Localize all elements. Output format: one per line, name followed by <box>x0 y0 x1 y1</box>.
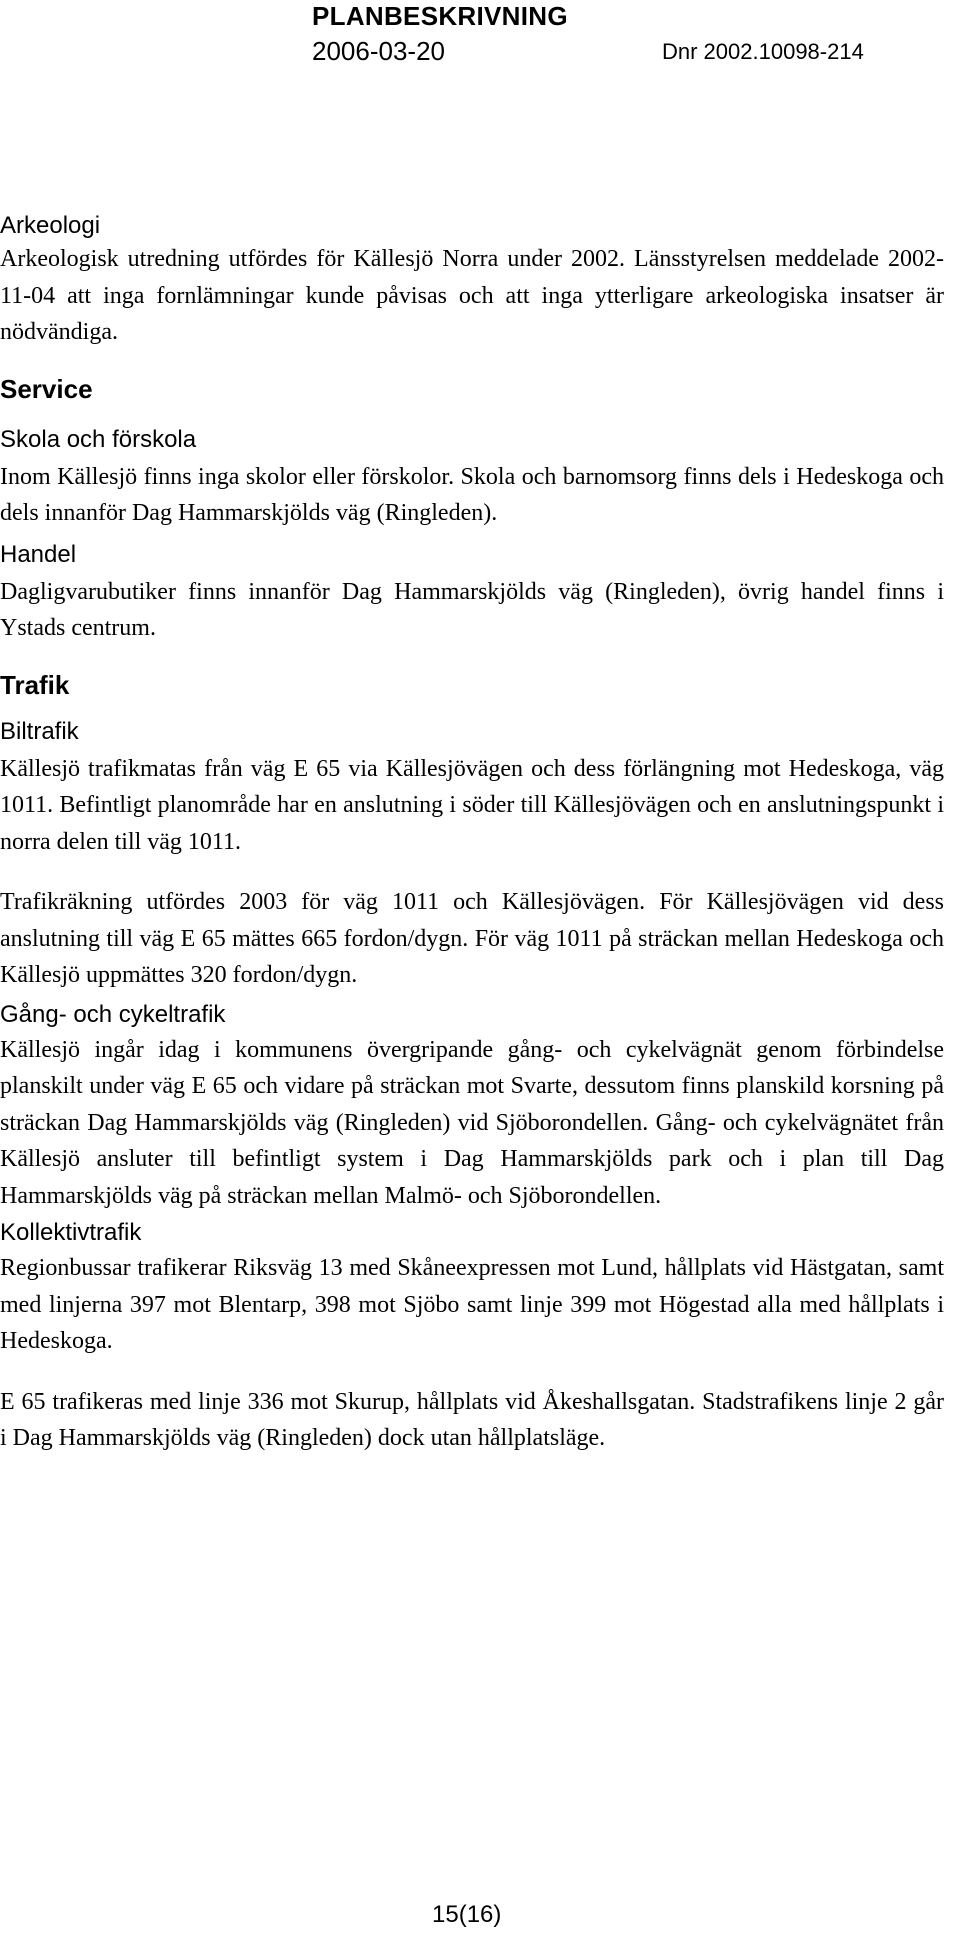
document-reference-number: Dnr 2002.10098-214 <box>662 39 864 64</box>
page-header <box>0 0 960 80</box>
subheading-biltrafik: Biltrafik <box>0 717 79 745</box>
paragraph-arkeologi: Arkeologisk utredning utfördes för Källesjö Norra under 2002. Länsstyrelsen meddelade 2002-11-04 att inga fornlämningar kunde påvisas och att inga ytterligare arkeologiska insatser är nödvändiga. <box>0 246 944 345</box>
subheading-skola: Skola och förskola <box>0 425 197 453</box>
paragraph-gang-och-cykeltrafik: Källesjö ingår idag i kommunens övergripande gång- och cykelvägnät genom förbindelse planskilt under väg E 65 och vidare på sträckan mot Svarte, dessutom finns planskild korsning på sträckan Dag Hammarskjölds väg (Ringleden) vid Sjöborondellen. Gång- och cykelvägnätet från Källesjö ansluter till befintligt system i Dag Hammarskjölds park och i plan till Dag Hammarskjölds väg på sträckan mellan Malmö- och Sjöborondellen. <box>0 1036 944 1209</box>
section-heading-arkeologi: Arkeologi <box>0 212 101 239</box>
subheading-kollektivtrafik: Kollektivtrafik <box>0 1219 142 1246</box>
page-number: 15(16) <box>432 1901 502 1928</box>
subheading-gang-och-cykeltrafik: Gång- och cykeltrafik <box>0 1000 226 1028</box>
paragraph-kollektivtrafik-1: Regionbussar trafikerar Riksväg 13 med Skåneexpressen mot Lund, hållplats vid Hästgatan, samt med linjerna 397 mot Blentarp, 398 mot Sjöbo samt linje 399 mot Högestad alla med hållplats i Hedeskoga. <box>0 1255 944 1354</box>
paragraph-biltrafik-1: Källesjö trafikmatas från väg E 65 via Källesjövägen och dess förlängning mot Hedeskoga, väg 1011. Befintligt planområde har en anslutning i söder till Källesjövägen och en anslutningspunkt i norra delen till väg 1011. <box>0 755 944 855</box>
paragraph-kollektivtrafik-2: E 65 trafikeras med linje 336 mot Skurup, hållplats vid Åkeshallsgatan. Stadstrafikens linje 2 går i Dag Hammarskjölds väg (Ringleden) dock utan hållplatsläge. <box>0 1388 944 1451</box>
document-date: 2006-03-20 <box>312 36 445 66</box>
section-heading-service: Service <box>0 373 93 404</box>
section-heading-trafik: Trafik <box>0 669 70 700</box>
document-title: PLANBESKRIVNING <box>312 1 568 31</box>
document-body <box>0 211 944 1457</box>
paragraph-biltrafik-2: Trafikräkning utfördes 2003 för väg 1011 och Källesjövägen. För Källesjövägen vid dess anslutning till väg E 65 mättes 665 fordon/dygn. För väg 1011 på sträckan mellan Hedeskoga och Källesjö uppmättes 320 fordon/dygn. <box>0 889 944 988</box>
paragraph-handel: Dagligvarubutiker finns innanför Dag Hammarskjölds väg (Ringleden), övrig handel finns i Ystads centrum. <box>0 578 944 641</box>
paragraph-skola: Inom Källesjö finns inga skolor eller förskolor. Skola och barnomsorg finns dels i Hedeskoga och dels innanför Dag Hammarskjölds väg (Ringleden). <box>0 463 944 526</box>
subheading-handel: Handel <box>0 540 77 568</box>
